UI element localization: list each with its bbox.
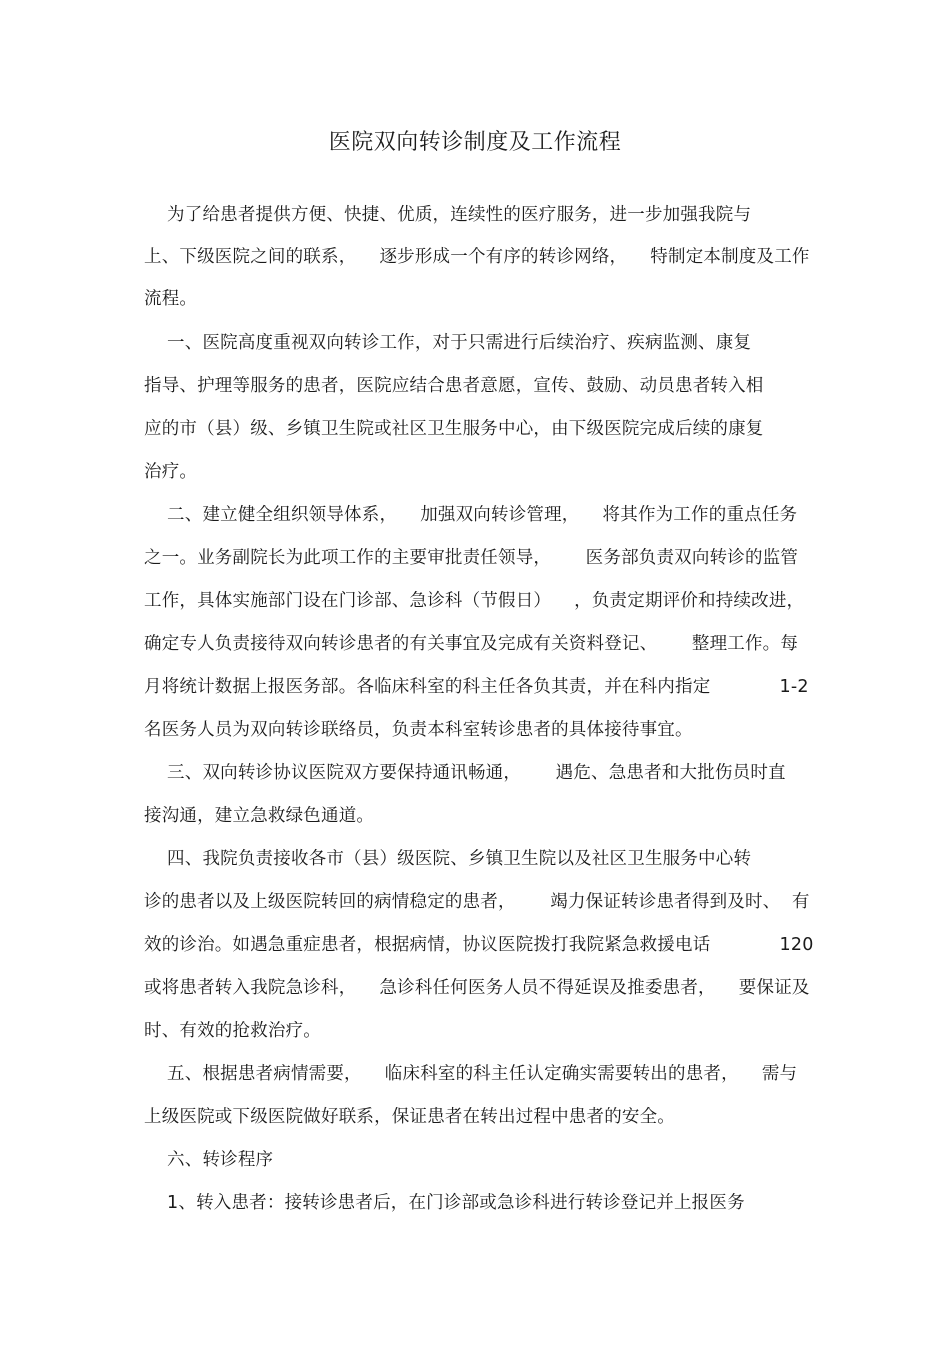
body-line: 一、医院高度重视双向转诊工作，对于只需进行后续治疗、疾病监测、康复: [144, 333, 752, 353]
body-line: 诊的患者以及上级医院转回的病情稳定的患者， 竭力保证转诊患者得到及时、 有: [144, 892, 810, 912]
body-line: 为了给患者提供方便、快捷、优质，连续性的医疗服务，进一步加强我院与: [144, 205, 752, 225]
document-title: 医院双向转诊制度及工作流程: [328, 130, 622, 155]
body-line: 二、建立健全组织领导体系， 加强双向转诊管理， 将其作为工作的重点任务: [144, 505, 798, 525]
body-line: 月将统计数据上报医务部。各临床科室的科主任各负其责，并在科内指定 1-2: [144, 677, 809, 697]
body-line: 确定专人负责接待双向转诊患者的有关事宜及完成有关资料登记、 整理工作。每: [144, 634, 799, 654]
body-line: 1、转入患者：接转诊患者后，在门诊部或急诊科进行转诊登记并上报医务: [144, 1193, 745, 1213]
body-line: 应的市（县）级、乡镇卫生院或社区卫生服务中心，由下级医院完成后续的康复: [144, 419, 764, 439]
body-line: 效的诊治。如遇急重症患者，根据病情，协议医院拨打我院紧急救援电话 120: [144, 935, 814, 955]
body-line: 时、有效的抢救治疗。: [144, 1021, 321, 1041]
body-line: 之一。业务副院长为此项工作的主要审批责任领导， 医务部负责双向转诊的监管: [144, 548, 799, 568]
body-line: 上级医院或下级医院做好联系，保证患者在转出过程中患者的安全。: [144, 1107, 675, 1127]
body-line: 四、我院负责接收各市（县）级医院、乡镇卫生院以及社区卫生服务中心转: [144, 849, 752, 869]
body-line: 指导、护理等服务的患者，医院应结合患者意愿，宣传、鼓励、动员患者转入相: [144, 376, 764, 396]
body-line: 工作，具体实施部门设在门诊部、急诊科（节假日） ，负责定期评价和持续改进，: [144, 591, 805, 611]
body-line: 名医务人员为双向转诊联络员，负责本科室转诊患者的具体接待事宜。: [144, 720, 693, 740]
body-line: 五、根据患者病情需要， 临床科室的科主任认定确实需要转出的患者， 需与: [144, 1064, 798, 1084]
body-line: 治疗。: [144, 462, 198, 482]
body-line: 上、下级医院之间的联系， 逐步形成一个有序的转诊网络， 特制定本制度及工作: [144, 247, 810, 267]
body-line: 或将患者转入我院急诊科， 急诊科任何医务人员不得延误及推委患者， 要保证及: [144, 978, 810, 998]
body-line: 流程。: [144, 289, 198, 309]
body-line: 接沟通，建立急救绿色通道。: [144, 806, 375, 826]
body-line: 三、双向转诊协议医院双方要保持通讯畅通， 遇危、急患者和大批伤员时直: [144, 763, 786, 783]
body-line: 六、转诊程序: [144, 1150, 274, 1170]
